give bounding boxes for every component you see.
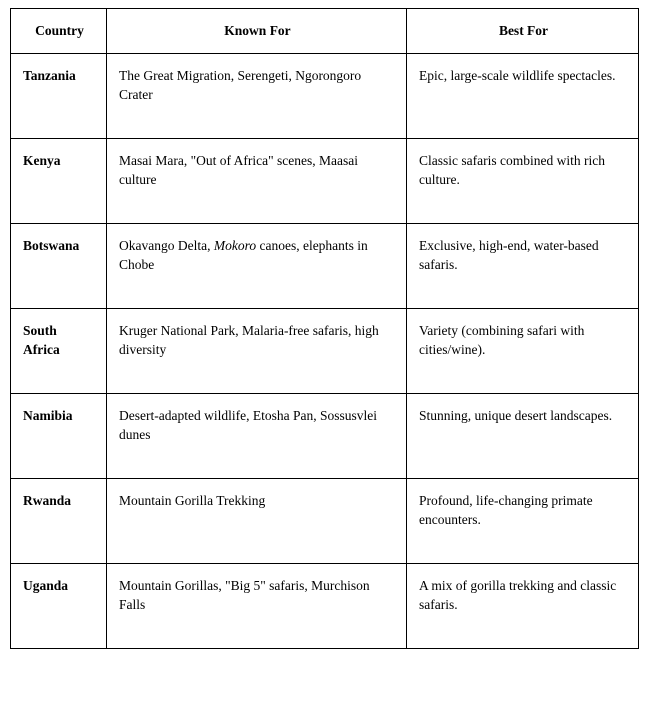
cell-known-for: Kruger National Park, Malaria-free safaris, high diversity	[107, 308, 407, 393]
safari-destinations-table	[10, 8, 639, 649]
cell-known-for: Masai Mara, "Out of Africa" scenes, Maasai culture	[107, 138, 407, 223]
known-for-emphasis: Mokoro	[213, 237, 257, 253]
cell-best-for: Exclusive, high-end, water-based safaris.	[407, 223, 639, 308]
known-for-suffix: canoes, elephants in Chobe	[119, 237, 368, 273]
cell-best-for: Variety (combining safari with cities/wine).	[407, 308, 639, 393]
table-row	[11, 393, 639, 478]
table-row	[11, 478, 639, 563]
cell-country: Tanzania	[11, 53, 107, 138]
table-row	[11, 308, 639, 393]
cell-known-for: Desert-adapted wildlife, Etosha Pan, Sossusvlei dunes	[107, 393, 407, 478]
cell-known-for: Mountain Gorillas, "Big 5" safaris, Murchison Falls	[107, 563, 407, 648]
table-body	[11, 53, 639, 648]
cell-known-for: Mountain Gorilla Trekking	[107, 478, 407, 563]
table-row	[11, 53, 639, 138]
cell-best-for: Profound, life-changing primate encounters.	[407, 478, 639, 563]
cell-known-for	[107, 223, 407, 308]
table-header-row	[11, 9, 639, 54]
cell-country: South Africa	[11, 308, 107, 393]
table-row	[11, 223, 639, 308]
column-header-country: Country	[11, 9, 107, 54]
table-header	[11, 9, 639, 54]
known-for-prefix: Okavango Delta,	[119, 237, 214, 253]
cell-country: Botswana	[11, 223, 107, 308]
table-row	[11, 138, 639, 223]
cell-known-for: The Great Migration, Serengeti, Ngorongoro Crater	[107, 53, 407, 138]
table-row	[11, 563, 639, 648]
cell-best-for: A mix of gorilla trekking and classic safaris.	[407, 563, 639, 648]
cell-country: Rwanda	[11, 478, 107, 563]
cell-best-for: Stunning, unique desert landscapes.	[407, 393, 639, 478]
cell-best-for: Epic, large-scale wildlife spectacles.	[407, 53, 639, 138]
column-header-known-for: Known For	[107, 9, 407, 54]
column-header-best-for: Best For	[407, 9, 639, 54]
cell-country: Namibia	[11, 393, 107, 478]
cell-country: Uganda	[11, 563, 107, 648]
cell-best-for: Classic safaris combined with rich culture.	[407, 138, 639, 223]
cell-country: Kenya	[11, 138, 107, 223]
